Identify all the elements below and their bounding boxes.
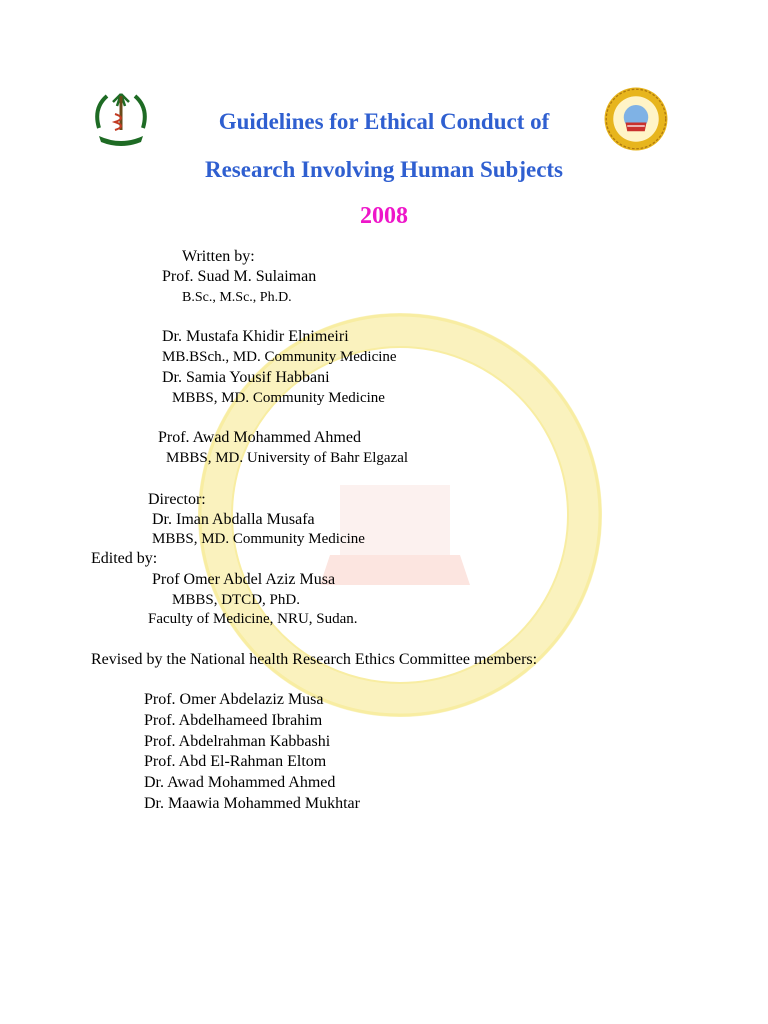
author-name: Prof. Awad Mohammed Ahmed (158, 429, 361, 446)
committee-member: Prof. Abdelhameed Ibrahim (144, 712, 323, 729)
document-title-line-2: Research Involving Human Subjects (204, 157, 564, 182)
director-name: Dr. Iman Abdalla Musafa (152, 511, 315, 528)
document-year: 2008 (360, 203, 408, 229)
edited-by-label: Edited by: (91, 550, 158, 567)
author-degrees: MBBS, MD. Community Medicine (172, 390, 385, 406)
document-title-line-1: Guidelines for Ethical Conduct of (218, 109, 550, 134)
editor-degrees: MBBS, DTCD, PhD. (172, 592, 300, 608)
author-name: Dr. Mustafa Khidir Elnimeiri (162, 328, 349, 345)
director-degrees: MBBS, MD. Community Medicine (152, 531, 365, 547)
committee-member: Prof. Abdelrahman Kabbashi (144, 733, 331, 750)
committee-member: Dr. Maawia Mohammed Mukhtar (144, 795, 360, 812)
committee-member: Prof. Omer Abdelaziz Musa (144, 691, 324, 708)
editor-name: Prof Omer Abdel Aziz Musa (152, 571, 336, 588)
editor-affiliation: Faculty of Medicine, NRU, Sudan. (148, 611, 358, 627)
committee-member: Prof. Abd El-Rahman Eltom (144, 753, 327, 770)
author-degrees: B.Sc., M.Sc., Ph.D. (182, 290, 292, 305)
revised-by-label: Revised by the National health Research Ethics Committee members: (91, 651, 538, 668)
author-name: Prof. Suad M. Sulaiman (162, 268, 317, 285)
author-degrees: MB.BSch., MD. Community Medicine (162, 349, 397, 365)
author-name: Dr. Samia Yousif Habbani (162, 369, 330, 386)
author-degrees: MBBS, MD. University of Bahr Elgazal (166, 450, 409, 466)
written-by-label: Written by: (182, 248, 255, 265)
committee-member: Dr. Awad Mohammed Ahmed (144, 774, 336, 791)
director-label: Director: (148, 491, 206, 508)
